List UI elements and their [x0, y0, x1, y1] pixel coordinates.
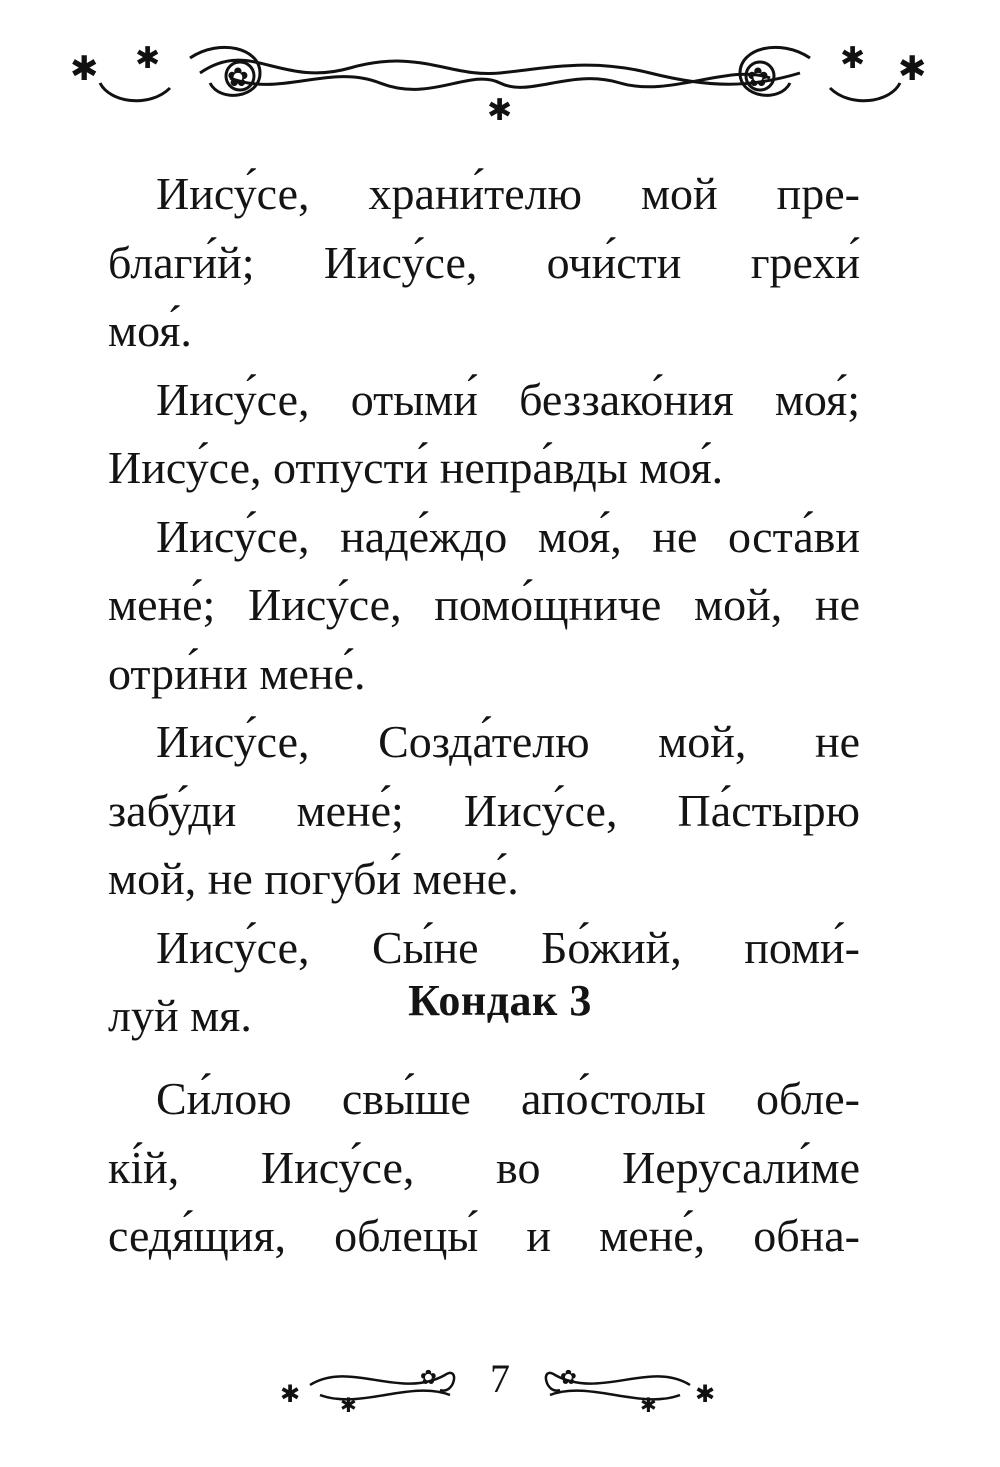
- svg-text:✱: ✱: [280, 1380, 301, 1408]
- text-line: Иису́се, наде́ждо моя́, не оста́ви: [156, 510, 860, 562]
- text-line: Иису́се, храни́телю мой пре-: [156, 168, 860, 219]
- svg-text:✱: ✱: [135, 41, 161, 76]
- paragraph: [108, 160, 860, 366]
- svg-text:✱: ✱: [898, 49, 927, 89]
- svg-text:✿: ✿: [560, 1365, 577, 1389]
- svg-text:✱: ✱: [840, 41, 866, 76]
- text-line: седя́щия, облецы́ и мене́, обна-: [108, 1210, 860, 1262]
- text-line: мой, не погуби́ мене́.: [108, 853, 519, 905]
- text-line: Иису́се, Сы́не Бо́жий, поми́-: [156, 921, 860, 973]
- header-ornament-icon: [50, 28, 950, 128]
- text-line: забу́ди мене́; Иису́се, Па́стырю: [108, 784, 860, 836]
- text-line: луй мя.: [108, 990, 252, 1042]
- page-number: 7: [490, 1356, 510, 1401]
- svg-text:✱: ✱: [70, 49, 99, 89]
- text-line: Иису́се, Созда́телю мой, не: [156, 716, 860, 768]
- text-line: кі́й, Иису́се, во Иерусали́ме: [108, 1141, 860, 1193]
- text-line: мене́; Иису́се, помо́щниче мой, не: [108, 579, 860, 631]
- section-heading: Кондак 3: [408, 976, 592, 1025]
- text-line: Иису́се, отпусти́ непра́вды моя́.: [108, 442, 724, 494]
- text-line: отри́ни мене́.: [108, 647, 366, 699]
- text-line: Си́лою свы́ше апо́столы обле-: [156, 1073, 860, 1124]
- svg-text:✿: ✿: [747, 63, 769, 93]
- paragraph: [108, 503, 860, 709]
- text-line: моя́.: [108, 305, 192, 357]
- svg-text:✱: ✱: [640, 1393, 657, 1417]
- text-line: Иису́се, отыми́ беззако́ния моя́;: [156, 373, 860, 425]
- svg-text:✱: ✱: [487, 93, 513, 128]
- prayer-text: [108, 160, 860, 1051]
- paragraph: [108, 1065, 860, 1271]
- kontakion-text: [108, 1065, 860, 1271]
- text-line: благи́й; Иису́се, очи́сти грехи́: [108, 236, 860, 288]
- paragraph: [108, 366, 860, 503]
- paragraph: [108, 708, 860, 914]
- svg-text:✿: ✿: [420, 1365, 437, 1389]
- svg-text:✿: ✿: [227, 63, 249, 93]
- svg-text:✱: ✱: [695, 1380, 716, 1408]
- svg-text:✱: ✱: [340, 1393, 357, 1417]
